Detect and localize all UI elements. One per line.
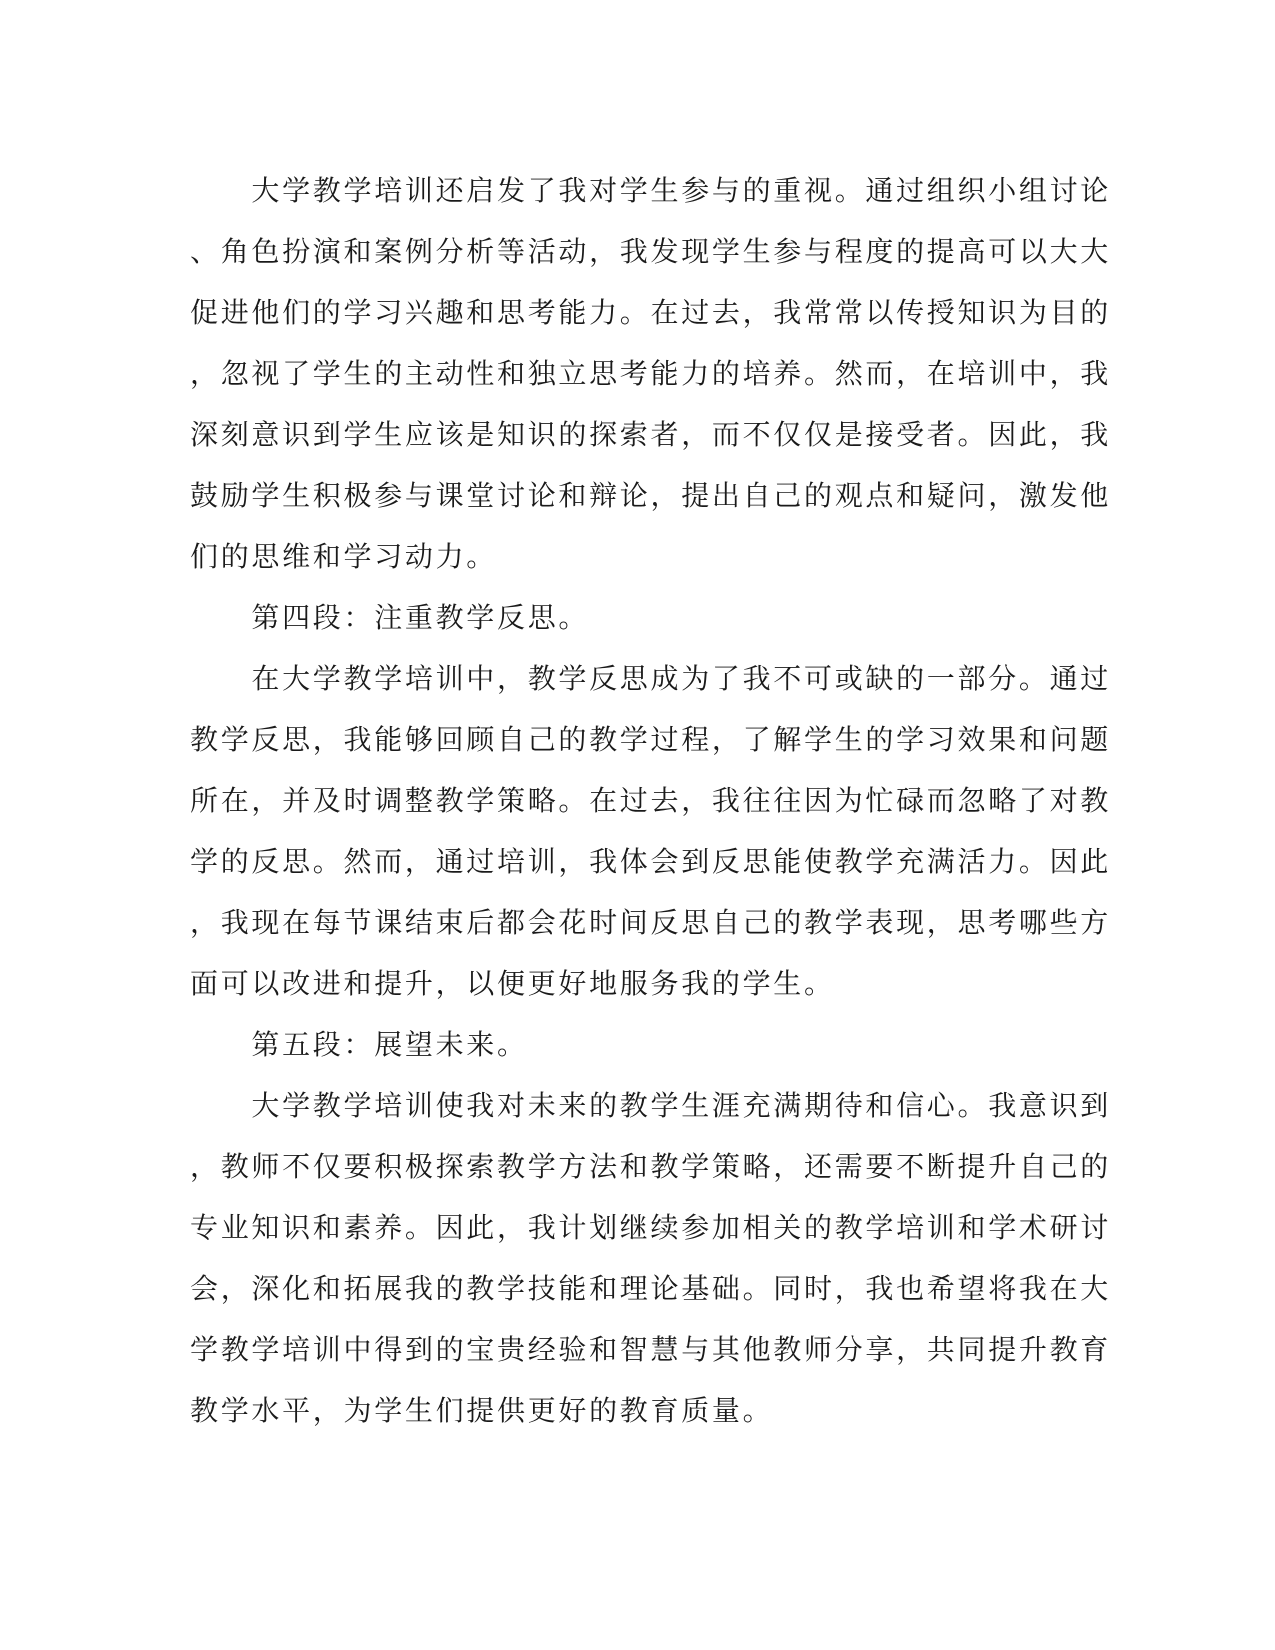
text-line: ，教师不仅要积极探索教学方法和教学策略，还需要不断提升自己的 — [190, 1150, 1112, 1183]
text-line: 面可以改进和提升，以便更好地服务我的学生。 — [190, 967, 835, 1000]
text-line: 深刻意识到学生应该是知识的探索者，而不仅仅是接受者。因此，我 — [190, 418, 1112, 451]
text-line: 促进他们的学习兴趣和思考能力。在过去，我常常以传授知识为目的 — [190, 296, 1112, 329]
text-line: 在大学教学培训中，教学反思成为了我不可或缺的一部分。通过 — [190, 662, 1112, 695]
text-line: 教学水平，为学生们提供更好的教育质量。 — [190, 1394, 774, 1427]
text-line: ，我现在每节课结束后都会花时间反思自己的教学表现，思考哪些方 — [190, 906, 1112, 939]
text-line: 专业知识和素养。因此，我计划继续参加相关的教学培训和学术研讨 — [190, 1211, 1112, 1244]
text-line: 所在，并及时调整教学策略。在过去，我往往因为忙碌而忽略了对教 — [190, 784, 1112, 817]
text-line: 学教学培训中得到的宝贵经验和智慧与其他教师分享，共同提升教育 — [190, 1333, 1112, 1366]
text-line: 学的反思。然而，通过培训，我体会到反思能使教学充满活力。因此 — [190, 845, 1112, 878]
section-heading: 第五段：展望未来。 — [190, 1028, 528, 1061]
text-line: 鼓励学生积极参与课堂讨论和辩论，提出自己的观点和疑问，激发他 — [190, 479, 1112, 512]
text-line: 大学教学培训还启发了我对学生参与的重视。通过组织小组讨论 — [190, 174, 1112, 207]
document-body — [190, 160, 1112, 1441]
text-line: 大学教学培训使我对未来的教学生涯充满期待和信心。我意识到 — [190, 1089, 1112, 1122]
section-heading: 第四段：注重教学反思。 — [190, 601, 590, 634]
text-line: 们的思维和学习动力。 — [190, 540, 498, 573]
text-line: 、角色扮演和案例分析等活动，我发现学生参与程度的提高可以大大 — [190, 235, 1112, 268]
text-line: 教学反思，我能够回顾自己的教学过程，了解学生的学习效果和问题 — [190, 723, 1112, 756]
text-line: 会，深化和拓展我的教学技能和理论基础。同时，我也希望将我在大 — [190, 1272, 1112, 1305]
text-line: ，忽视了学生的主动性和独立思考能力的培养。然而，在培训中，我 — [190, 357, 1112, 390]
